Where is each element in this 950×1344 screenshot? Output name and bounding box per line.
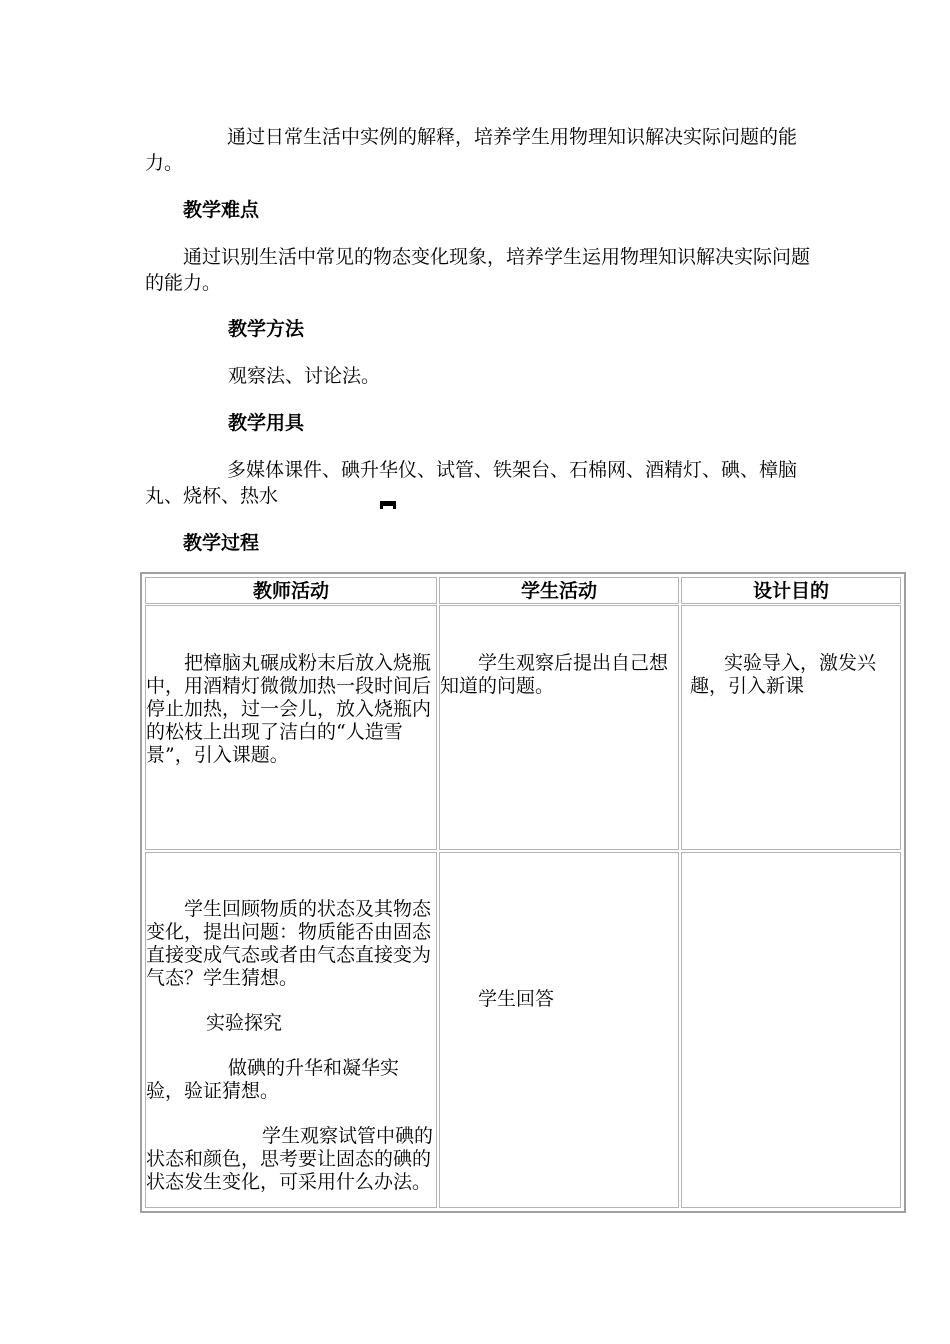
header-student: 学生活动: [439, 577, 679, 604]
difficulty-paragraph: 通过识别生活中常见的物态变化现象，培养学生运用物理知识解决实际问题的能力。: [145, 246, 811, 294]
row2-teacher-text-1: 学生回顾物质的状态及其物态变化，提出问题：物质能否由固态直接变成气态或者由气态直接变为气态？学生猜想。: [146, 898, 432, 989]
tools-heading: 教学用具: [228, 412, 305, 434]
row2-student-text: 学生回答: [478, 988, 555, 1010]
row1-purpose-text: 实验导入，激发兴趣，引入新课: [690, 652, 877, 697]
bracket-mark: [380, 501, 396, 509]
difficulty-heading: 教学难点: [183, 199, 260, 221]
method-heading: 教学方法: [228, 318, 305, 340]
row2-teacher-text-2: 实验探究: [206, 1012, 283, 1034]
row1-student-text: 学生观察后提出自己想知道的问题。: [440, 652, 669, 697]
row2-student-cell: [439, 852, 679, 1208]
header-purpose: 设计目的: [681, 577, 901, 604]
row2-purpose-cell: [681, 852, 901, 1208]
process-table: [140, 572, 906, 1213]
row2-teacher-cell: [145, 852, 437, 1208]
row1-teacher-cell: [145, 605, 437, 850]
method-paragraph: 观察法、讨论法。: [228, 365, 381, 387]
row2-teacher-text-3: 做碘的升华和凝华实验，验证猜想。: [146, 1057, 400, 1102]
row1-teacher-text: 把樟脑丸碾成粉末后放入烧瓶中，用酒精灯微微加热一段时间后停止加热，过一会儿，放入烧瓶内的松枝上出现了洁白的“人造雪景”，引入课题。: [146, 652, 432, 766]
row1-purpose-cell: [681, 605, 901, 850]
row1-student-cell: [439, 605, 679, 850]
process-heading: 教学过程: [183, 532, 260, 554]
tools-paragraph: 多媒体课件、碘升华仪、试管、铁架台、石棉网、酒精灯、碘、樟脑丸、烧杯、热水: [145, 459, 798, 507]
row2-teacher-text-4: 学生观察试管中碘的状态和颜色，思考要让固态的碘的状态发生变化，可采用什么办法。: [146, 1125, 434, 1193]
header-teacher: 教师活动: [145, 577, 437, 604]
goal-paragraph: 通过日常生活中实例的解释，培养学生用物理知识解决实际问题的能力。: [145, 126, 798, 174]
